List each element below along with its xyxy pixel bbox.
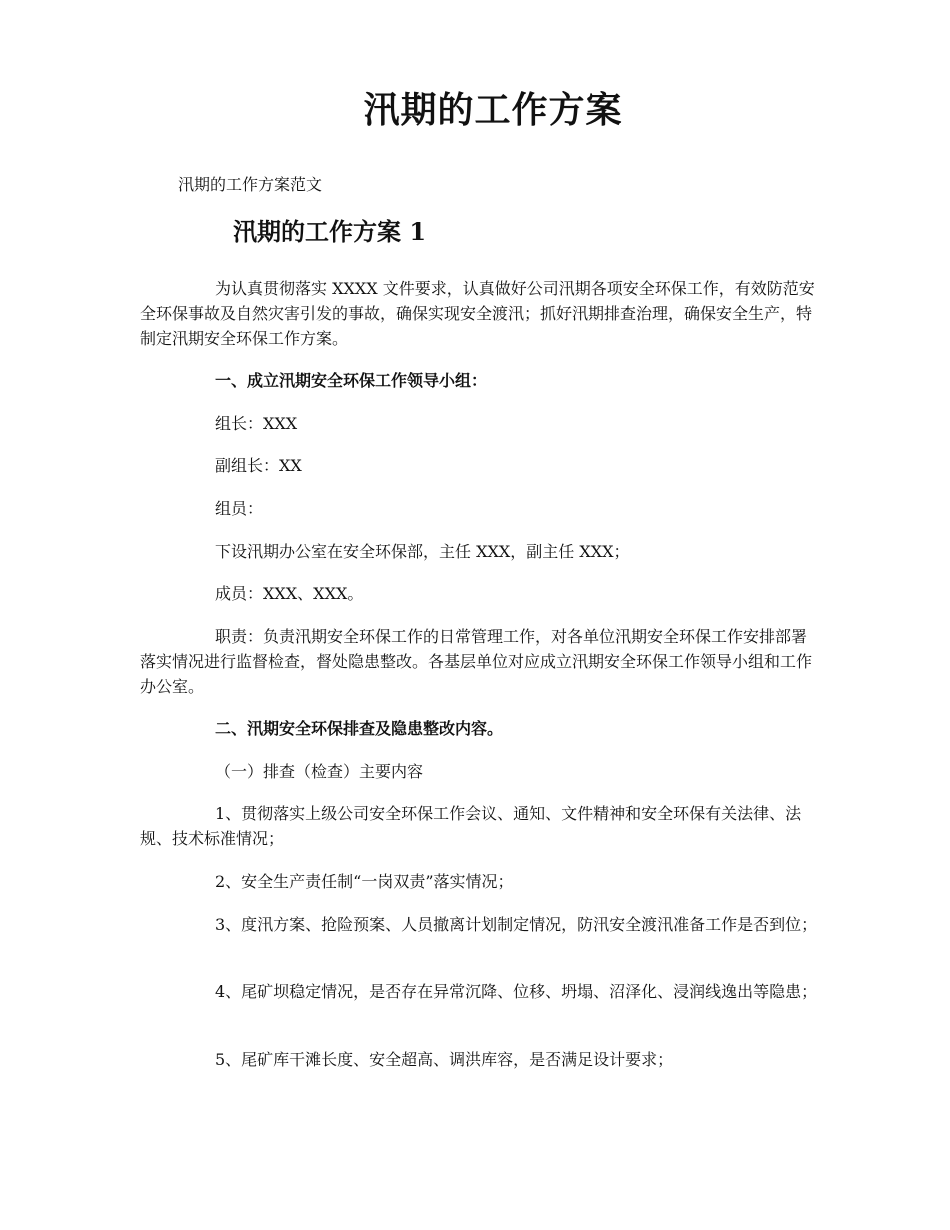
deputy-line: 副组长：XX <box>215 456 302 475</box>
members-line: 成员：XXX、XXX。 <box>215 584 364 603</box>
members-label-line: 组员： <box>215 499 264 518</box>
heading-inspection-content: 二、汛期安全环保排查及隐患整改内容。 <box>215 719 504 738</box>
leader-line: 组长：XXX <box>215 414 298 433</box>
list-item: 5、尾矿库干滩长度、安全超高、调洪库容，是否满足设计要求； <box>215 1050 674 1069</box>
document-title: 汛期的工作方案 <box>363 89 623 131</box>
section-title: 汛期的工作方案 1 <box>233 217 427 246</box>
document-subtitle: 汛期的工作方案范文 <box>178 175 323 194</box>
list-item: 1、贯彻落实上级公司安全环保工作会议、通知、文件精神和安全环保有关法律、法规、技术标准情况； <box>140 804 802 848</box>
list-item: 3、度汛方案、抢险预案、人员撤离计划制定情况，防汛安全渡汛准备工作是否到位； <box>215 915 818 934</box>
subheading-inspection: （一）排查（检查）主要内容 <box>215 762 424 781</box>
heading-leadership-group: 一、成立汛期安全环保工作领导小组： <box>215 371 488 390</box>
intro-paragraph: 为认真贯彻落实 XXXX 文件要求，认真做好公司汛期各项安全环保工作，有效防范安全环保事故及自然灾害引发的事故，确保实现安全渡汛；抓好汛期排查治理，确保安全生产，特制定汛期安全环保工作方案。 <box>140 279 815 348</box>
list-item: 4、尾矿坝稳定情况，是否存在异常沉降、位移、坍塌、沼泽化、浸润线逸出等隐患； <box>215 982 818 1001</box>
list-item: 2、安全生产责任制“一岗双责”落实情况； <box>215 872 514 891</box>
office-line: 下设汛期办公室在安全环保部，主任 XXX，副主任 XXX； <box>215 542 630 561</box>
duties-paragraph: 职责：负责汛期安全环保工作的日常管理工作，对各单位汛期安全环保工作安排部署落实情况进行监督检查，督处隐患整改。各基层单位对应成立汛期安全环保工作领导小组和工作办公室。 <box>140 627 813 696</box>
